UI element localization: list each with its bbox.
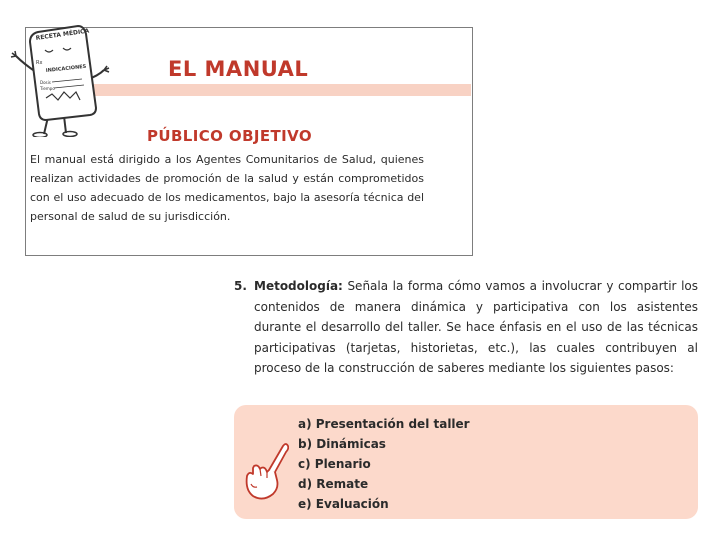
step-item: c) Plenario (298, 457, 371, 471)
mascot-field-two-text: Tiempo (40, 86, 55, 91)
mascot-rx-text: Rx (36, 60, 43, 66)
step-item: e) Evaluación (298, 497, 389, 511)
methodology-text: Señala la forma cómo vamos a involucrar y compartir los contenidos de manera dinámica y participativa con los asistentes durante el desarrollo del taller. Se hace énfasis en el uso de las técnicas participativas (tarjetas, historietas, etc.), las cuales contribuyen al proceso de la construcción de saberes mediante los siguientes pasos: (254, 279, 698, 375)
steps-box (234, 405, 698, 519)
title-underline-band (82, 84, 471, 96)
methodology-label: Metodología: (254, 279, 343, 293)
prescription-mascot-icon (8, 12, 118, 137)
steps-list (298, 414, 470, 514)
step-item: d) Remate (298, 477, 369, 491)
methodology-number: 5. (234, 279, 247, 293)
methodology-paragraph (254, 276, 698, 379)
mascot-header-text: RECETA MÉDICA (35, 27, 90, 42)
mascot-field-one-text: Dosis (40, 80, 51, 85)
pointing-hand-icon (239, 438, 289, 502)
audience-heading: PÚBLICO OBJETIVO (147, 127, 313, 145)
mascot-indications-text: INDICACIONES (45, 63, 87, 74)
manual-title: EL MANUAL (168, 57, 309, 81)
audience-paragraph: El manual está dirigido a los Agentes Comunitarios de Salud, quienes realizan actividades de promoción de la salud y están comprometidos con el uso adecuado de los medicamentos, bajo la asesoría técnica del personal de salud de su jurisdicción. (30, 153, 424, 223)
methodology-section (234, 276, 698, 379)
step-item: a) Presentación del taller (298, 417, 470, 431)
step-item: b) Dinámicas (298, 437, 386, 451)
